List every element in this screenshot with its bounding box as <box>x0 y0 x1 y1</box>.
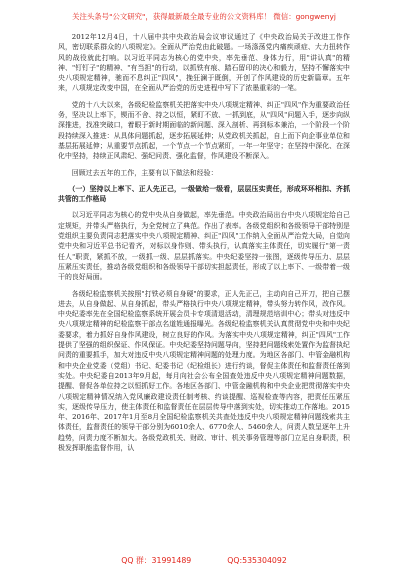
footer-qq-group: QQ 群：31991489 <box>121 556 192 565</box>
paragraph-1: 2012年12月4日，十八届中共中央政治局会议审议通过了《中央政治局关于改进工作作风，密切联系群众的八项规定》。全面从严治党由此破题。一场涤荡党内痛疾顽症、大力扭转作风的战役就此打响。以习近平同志为核心的党中央，率先垂范、身体力行，用"讲认真"的精神、"钉钉子"的精神、"有当担"的行动，以抓铁有痕、踏石留印的决心和毅力，坚持不懈落实中央八项规定精神，驰而不息纠正"四风"，挽狂澜于既倒，开创了作风建设的历史新篇章。五年来，八项规定改变中国，在全面从严治党的历史进程中写下了浓墨重彩的一笔。 <box>58 33 350 93</box>
paragraph-2: 党的十八大以来，各级纪检监察机关把落实中央八项规定精神、纠正"四风"作为重要政治任务，坚决以上率下，锲而不舍、持之以恒，紧盯不放、一抓到底，从"四风"问题入手，逐步向纵深推进，找准突破口，着眼于新时期面临的新问题、深入剖析、再到标本兼治，一个阶段一个阶段持续深入推进：从具体问题抓起，逐步拓展延伸；从党政机关抓起，自上而下向企事业单位和基层拓展延伸；从重要节点抓起，一个节点一个节点紧盯，一年一年坚守；在坚持中深化、在深化中坚持，持续正风肃纪、强纪问责、强化监督，作风建设不断深入。 <box>58 100 350 161</box>
footer-qq: QQ:535304092 <box>227 556 287 565</box>
document-body <box>58 32 350 453</box>
section-heading: （一）坚持以上率下、正人先正己，一级做给一级看，层层压实责任，形成环环相扣、齐抓共管的工作格局 <box>58 184 350 204</box>
header-banner: 关注头条号"公文研究"，获得最新最全最专业的公文资料库！ 微信：gongwenyj <box>72 12 336 21</box>
paragraph-4: 以习近平同志为核心的党中央从自身做起，率先垂范。中央政治局出台中央八项规定给自己定规矩，并带头严格执行，为全党树立了典范。作出了表率。各级党组织和各级领导干部特别是党组织主要负责同志把落实中央八项规定精神、纠正"四风"工作纳入全面从严治党大局，自觉向党中央和习近平总书记看齐，对标以身作则、带头执行，认真落实主体责任，切实履行"第一责任人"职责，紧抓不放，一级抓一级、层层抓落实。中央纪委坚持一张图，逐级传导压力、层层压紧压实责任，推动各级党组织和各级领导干部切实担起责任，形成了以上率下、一级带着一级干的良好局面。 <box>58 211 350 282</box>
footer-contact <box>0 556 408 566</box>
paragraph-5: 各级纪检监察机关按照"打铁必须自身硬"的要求，正人先正己，主动向自己开刀，把自己摆进去，从自身做起、从自身抓起，带头严格执行中央八项规定精神，带头努力转作风，改作风。中央纪委率先在全国纪检监察系统开展会员卡专项清退活动，清理规范培训中心；带头对违反中央八项规定精神的纪检监察干部点名道姓通报曝光。各级纪检监察机关认真贯彻党中央和中央纪委要求，着力抓好自身作风建设，树立良好的作风。为落实中央八项规定精神，纠正"四风"工作提供了坚强的组织保证、作风保证。中央纪委坚持问题导向，坚持把问题线索处置作为监督执纪问责的重要抓手，加大对违反中央八项规定精神问题的处理力度。为地区各部门、中管金融机构和中央企业党委（党组）书记、纪委书记（纪检组长）进行约谈，督促主体责任和监督责任落到实处。中央纪委自2013年9月起，每月向社会公布全国查处违反中央八项规定精神问题数据，提醒、督促各单位持之以恒抓好工作。各地区各部门、中管金融机构和中央企业把贯彻落实中央八项规定精神情况纳入党风廉政建设责任制考核、约谈提醒、巡视检查等内容，把责任压紧压实，逐级传导压力，使主体责任和监督责任在层层传导中落到实处，切实推动工作落地。2015年、2016年、2017年1月至8月全国纪检监察机关共查处违反中央八项规定精神问题线索共主体责任，监督责任的领导干部分别为6010余人、6770余人、5460余人，问责人数呈逐年上升趋势，问责力度不断加大。各级党政机关、财政、审计、机关事务管理等部门立足自身职责，积极发挥职能监督作用，认 <box>58 289 350 452</box>
paragraph-3: 回顾过去五年的工作，主要有以下做法和经验： <box>71 168 218 177</box>
